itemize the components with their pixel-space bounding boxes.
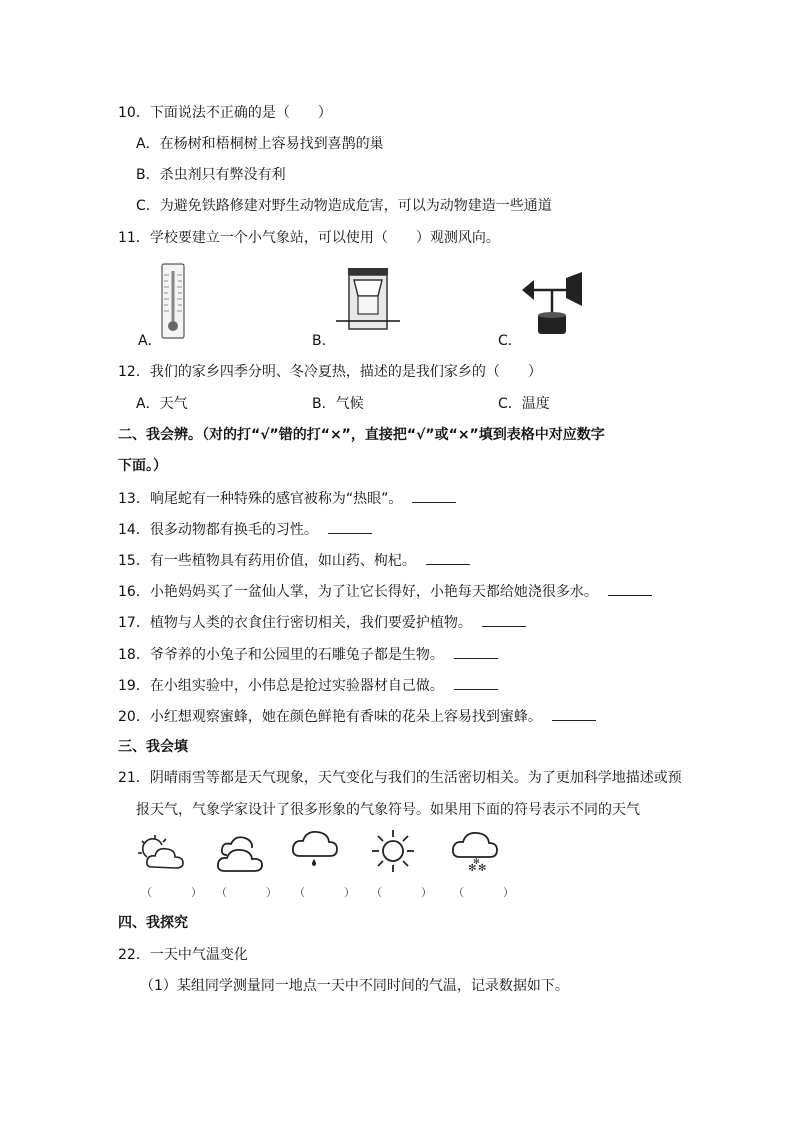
answer-blank[interactable]: [454, 675, 498, 690]
judge-item-17: [118, 612, 526, 633]
judge-text: 13．响尾蛇有一种特殊的感官被称为“热眼”。: [118, 491, 403, 507]
q10-option-c[interactable]: C．为避免铁路修建对野生动物造成危害，可以为动物建造一些通道: [136, 198, 552, 214]
judge-item-13: [118, 488, 456, 509]
judge-text: 15．有一些植物具有药用价值，如山药、枸杞。: [118, 553, 416, 569]
answer-blank[interactable]: [454, 644, 498, 659]
q12-option-c[interactable]: C．温度: [498, 396, 550, 412]
judge-item-14: [118, 519, 372, 540]
answer-paren-2[interactable]: （ ）: [216, 886, 291, 899]
answer-blank[interactable]: [608, 581, 652, 596]
q21-line1: 21．阴晴雨雪等都是天气现象，天气变化与我们的生活密切相关。为了更加科学地描述或预: [118, 770, 682, 786]
answer-blank[interactable]: [328, 519, 372, 534]
q10-option-b[interactable]: B．杀虫剂只有弊没有利: [136, 167, 286, 183]
q11-option-b-label[interactable]: B．: [312, 333, 336, 349]
answer-blank[interactable]: [482, 612, 526, 627]
answer-paren-3[interactable]: （ ）: [294, 886, 369, 899]
answer-paren-5[interactable]: （ ）: [453, 886, 528, 899]
judge-text: 18．爷爷养的小兔子和公园里的石雕兔子都是生物。: [118, 647, 444, 663]
answer-paren-1[interactable]: （ ）: [141, 886, 216, 899]
q12-option-a[interactable]: A．天气: [136, 396, 188, 412]
cloudy-icon: [213, 833, 267, 875]
answer-paren-4[interactable]: （ ）: [371, 886, 446, 899]
q12-option-b[interactable]: B．气候: [312, 396, 364, 412]
answer-blank[interactable]: [426, 550, 470, 565]
svg-text:✻: ✻: [478, 863, 487, 874]
section3-title: 三、我会填: [118, 739, 188, 755]
judge-item-20: [118, 706, 596, 727]
section2-title-line2: 下面。）: [118, 458, 167, 474]
judge-text: 14．很多动物都有换毛的习性。: [118, 522, 318, 538]
judge-item-16: [118, 581, 652, 602]
judge-item-19: [118, 675, 498, 696]
q10-stem: 10．下面说法不正确的是（ ）: [118, 105, 332, 121]
q10-option-a[interactable]: A．在杨树和梧桐树上容易找到喜鹊的巢: [136, 136, 384, 152]
q11-option-a-label[interactable]: A．: [138, 333, 162, 349]
q12-stem: 12．我们的家乡四季分明、冬冷夏热，描述的是我们家乡的（ ）: [118, 364, 542, 380]
q22-sub1: （1）某组同学测量同一地点一天中不同时间的气温，记录数据如下。: [140, 978, 569, 994]
answer-blank[interactable]: [552, 706, 596, 721]
thermometer-icon: [160, 263, 186, 339]
svg-text:✻: ✻: [473, 857, 480, 866]
q22-stem: 22．一天中气温变化: [118, 947, 248, 963]
section4-title: 四、我探究: [118, 915, 188, 931]
snow-icon: [450, 830, 502, 876]
judge-item-18: [118, 644, 498, 665]
partly-cloudy-icon: [138, 833, 188, 873]
judge-text: 16．小艳妈妈买了一盆仙人掌，为了让它长得好，小艳每天都给她浇很多水。: [118, 584, 598, 600]
q11-stem: 11．学校要建立一个小气象站，可以使用（ ）观测风向。: [118, 230, 500, 246]
judge-text: 19．在小组实验中，小伟总是抢过实验器材自己做。: [118, 678, 444, 694]
sunny-icon: [370, 828, 416, 874]
rain-gauge-icon: [336, 266, 400, 332]
judge-item-15: [118, 550, 470, 571]
judge-text: 17．植物与人类的衣食住行密切相关，我们要爱护植物。: [118, 615, 472, 631]
rain-icon: [290, 828, 340, 870]
answer-blank[interactable]: [412, 488, 456, 503]
judge-text: 20．小红想观察蜜蜂，她在颜色鲜艳有香味的花朵上容易找到蜜蜂。: [118, 709, 542, 725]
section2-title-line1: 二、我会辨。（对的打“√”错的打“×”，直接把“√”或“×”填到表格中对应数字: [118, 427, 605, 443]
q11-option-c-label[interactable]: C．: [498, 333, 522, 349]
wind-vane-icon: [520, 268, 586, 338]
svg-text:✻: ✻: [468, 863, 477, 874]
q21-line2: 报天气，气象学家设计了很多形象的气象符号。如果用下面的符号表示不同的天气: [136, 802, 640, 818]
